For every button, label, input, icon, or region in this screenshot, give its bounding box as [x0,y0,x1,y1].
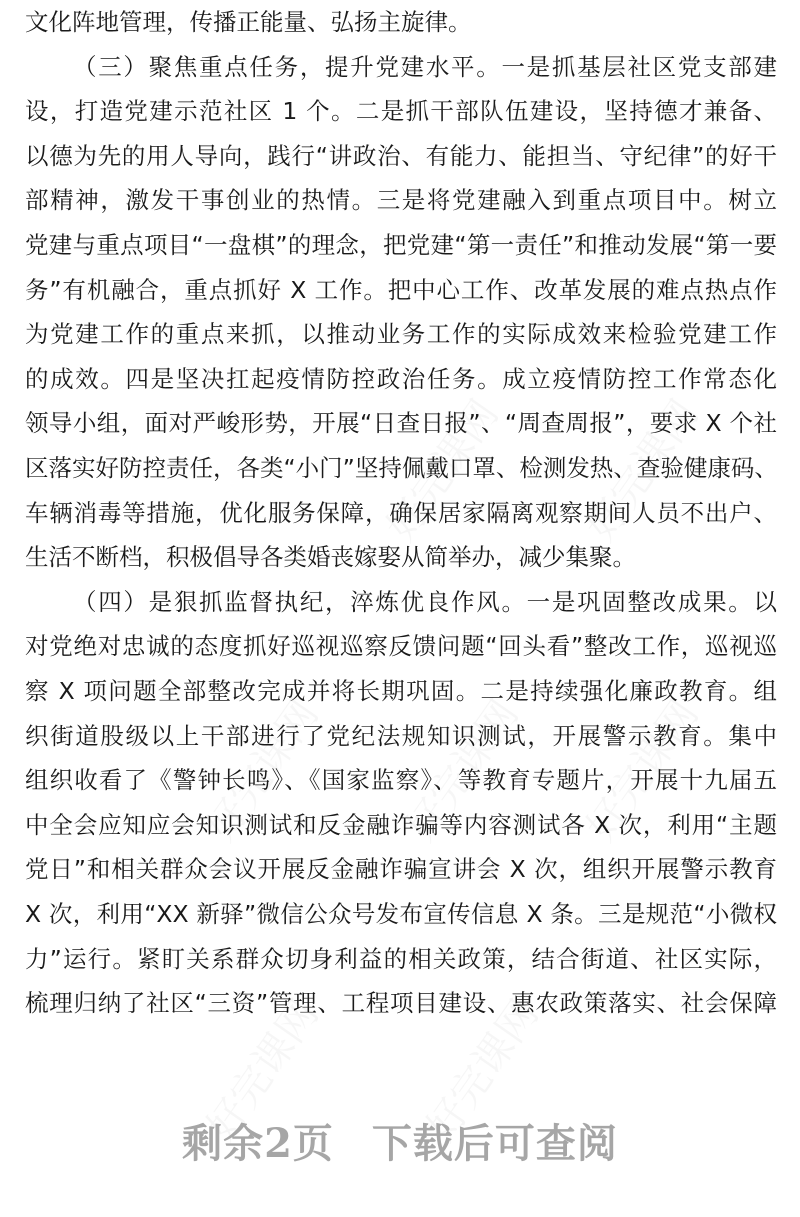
paragraph-line: 对党绝对忠诚的态度抓好巡视巡察反馈问题“回头看”整改工作，巡视巡 [25,632,777,661]
paragraph-line: 中全会应知应会知识测试和反金融诈骗等内容测试各 X 次，利用“主题 [25,810,777,839]
paragraph-line: 文化阵地管理，传播正能量、弘扬主旋律。 [25,8,472,36]
paragraph-line: 务”有机融合，重点抓好 X 工作。把中心工作、改革发展的难点热点作 [25,275,777,304]
paragraph-line: 的成效。四是坚决扛起疫情防控政治任务。成立疫情防控工作常态化 [25,364,777,393]
download-prompt-label: 下载后可查阅 [371,1120,618,1167]
paragraph-line: 生活不断档，积极倡导各类婚丧嫁娶从简举办，减少集聚。 [25,543,636,572]
paragraph-line: 力”运行。紧盯关系群众切身利益的相关政策，结合街道、社区实际， [25,944,777,973]
paragraph-line: 设，打造党建示范社区 1 个。二是抓干部队伍建设，坚持德才兼备、 [25,97,777,126]
paragraph-line: （三）聚焦重点任务，提升党建水平。一是抓基层社区党支部建 [73,52,777,81]
paragraph-line: 组织收看了《警钟长鸣》、《国家监察》、等教育专题片，开展十九届五 [25,766,777,795]
download-to-read-more-banner[interactable] [0,1112,800,1169]
remaining-pages-label: 剩余2页 [182,1120,334,1167]
paragraph-line: 织街道股级以上干部进行了党纪法规知识测试，开展警示教育。集中 [25,721,777,750]
paragraph-line: 为党建工作的重点来抓，以推动业务工作的实际成效来检验党建工作 [25,320,777,349]
paragraph-line: 党建与重点项目“一盘棋”的理念，把党建“第一责任”和推动发展“第一要 [25,231,777,259]
paragraph-line: 以德为先的用人导向，践行“讲政治、有能力、能担当、守纪律”的好干 [25,141,777,170]
paragraph-line: 察 X 项问题全部整改完成并将长期巩固。二是持续强化廉政教育。组 [25,677,777,705]
paragraph-line: 党日”和相关群众会议开展反金融诈骗宣讲会 X 次，组织开展警示教育 [25,855,777,884]
paragraph-line: 部精神，激发干事创业的热情。三是将党建融入到重点项目中。树立 [25,186,777,215]
paragraph-line: X 次，利用“XX 新驿”微信公众号发布宣传信息 X 条。三是规范“小微权 [25,900,777,928]
paragraph-line: （四）是狠抓监督执纪，淬炼优良作风。一是巩固整改成果。以 [73,587,777,616]
paragraph-line: 区落实好防控责任，各类“小门”坚持佩戴口罩、检测发热、查验健康码、 [25,454,778,482]
paragraph-line: 车辆消毒等措施，优化服务保障，确保居家隔离观察期间人员不出户、 [25,498,777,527]
paragraph-line: 梳理归纳了社区“三资”管理、工程项目建设、惠农政策落实、社会保障 [25,989,777,1018]
paragraph-line: 领导小组，面对严峻形势，开展“日查日报”、“周查周报”，要求 X 个社 [25,409,777,438]
